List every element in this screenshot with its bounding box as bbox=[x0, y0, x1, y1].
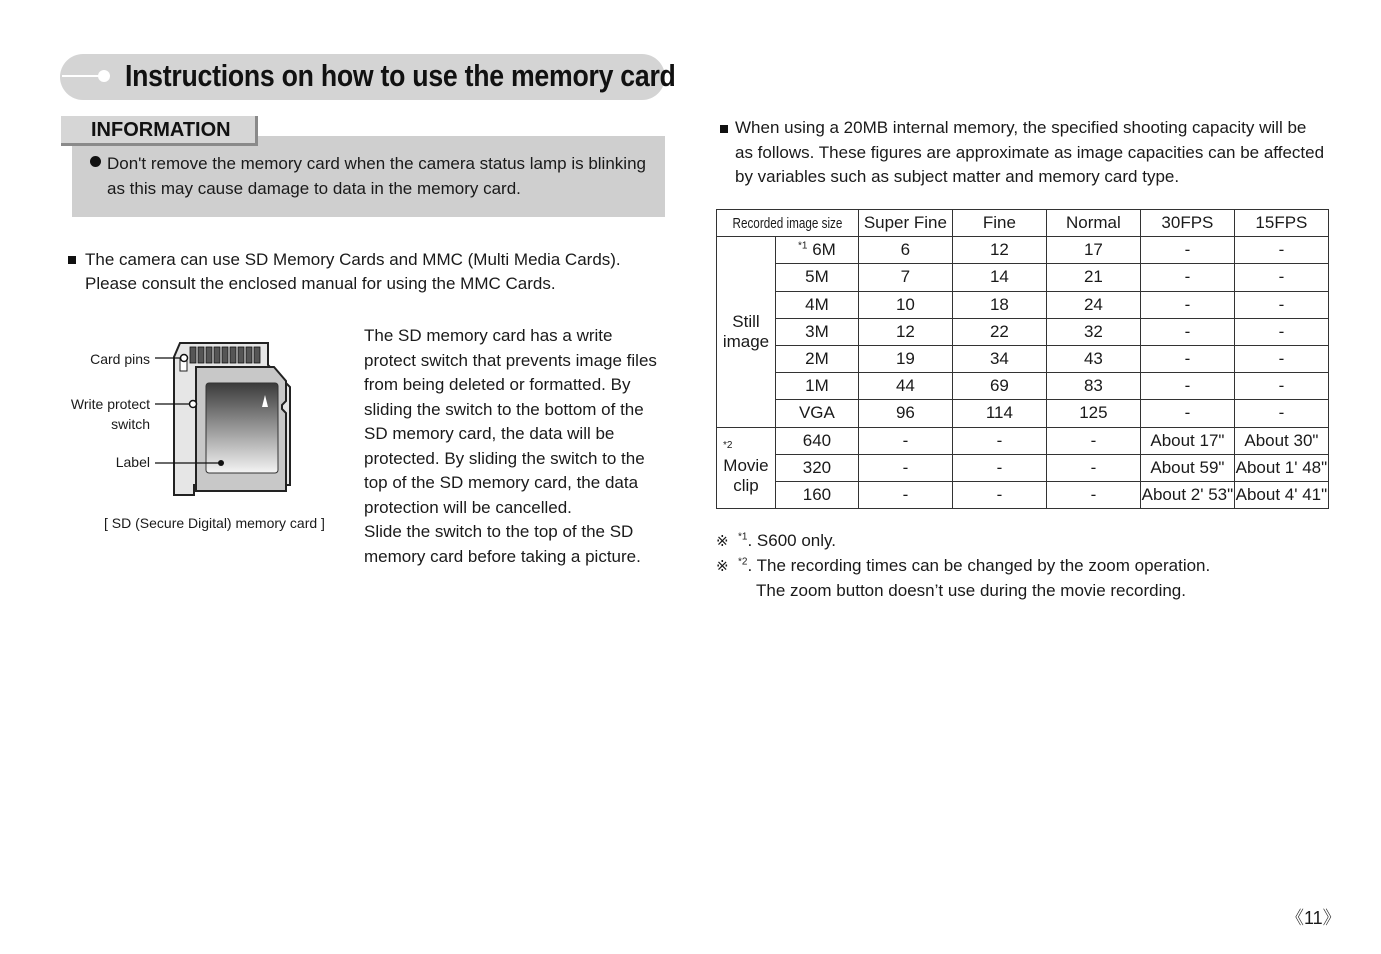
note-mark-icon: ※ bbox=[716, 533, 729, 550]
card-pins-icon bbox=[190, 347, 260, 363]
table-cell: 22 bbox=[952, 318, 1046, 345]
table-cell: - bbox=[1234, 237, 1328, 264]
table-header-cell: Fine bbox=[952, 210, 1046, 237]
table-cell: - bbox=[1234, 345, 1328, 372]
table-cell: - bbox=[1234, 291, 1328, 318]
card-pins-label: Card pins bbox=[90, 351, 150, 367]
table-cell: 83 bbox=[1046, 373, 1140, 400]
table-cell: About 2' 53" bbox=[1140, 481, 1234, 508]
table-cell: 320 bbox=[775, 454, 858, 481]
bullet-icon bbox=[90, 156, 101, 167]
table-cell: 43 bbox=[1046, 345, 1140, 372]
table-cell: 12 bbox=[858, 318, 952, 345]
table-header-cell: Recorded image size bbox=[717, 210, 859, 237]
table-cell: 10 bbox=[858, 291, 952, 318]
table-header-cell: 15FPS bbox=[1234, 210, 1328, 237]
table-cell: 12 bbox=[952, 237, 1046, 264]
table-cell: 32 bbox=[1046, 318, 1140, 345]
note-2: ※ $^{*2}$. The recording times can be changed by the zoom operation. bbox=[716, 556, 1211, 575]
table-row bbox=[717, 481, 1329, 508]
table-cell: - bbox=[1234, 400, 1328, 427]
table-cell: - bbox=[858, 427, 952, 454]
page-title: Instructions on how to use the memory card bbox=[125, 58, 676, 93]
table-header-cell: Super Fine bbox=[858, 210, 952, 237]
table-header-row bbox=[717, 210, 1329, 237]
table-cell: - bbox=[1234, 373, 1328, 400]
table-cell: About 59" bbox=[1140, 454, 1234, 481]
table-row bbox=[717, 373, 1329, 400]
card-description-text-2: Slide the switch to the top of the SD memory card before taking a picture. bbox=[364, 522, 641, 566]
table-cell: - bbox=[858, 454, 952, 481]
table-row bbox=[717, 454, 1329, 481]
write-protect-label bbox=[40, 394, 150, 434]
table-cell: - bbox=[1046, 481, 1140, 508]
table-cell: 96 bbox=[858, 400, 952, 427]
card-caption: [ SD (Secure Digital) memory card ] bbox=[104, 515, 325, 531]
table-cell: About 4' 41" bbox=[1234, 481, 1328, 508]
table-cell: About 1' 48" bbox=[1234, 454, 1328, 481]
table-cell: 114 bbox=[952, 400, 1046, 427]
sd-card-illustration bbox=[150, 335, 300, 500]
table-row bbox=[717, 291, 1329, 318]
table-header-cell: Normal bbox=[1046, 210, 1140, 237]
table-cell: 69 bbox=[952, 373, 1046, 400]
table-cell: 24 bbox=[1046, 291, 1140, 318]
table-row bbox=[717, 237, 1329, 264]
table-cell: - bbox=[1140, 264, 1234, 291]
table-row bbox=[717, 400, 1329, 427]
table-cell: - bbox=[1140, 400, 1234, 427]
table-cell: 7 bbox=[858, 264, 952, 291]
table-cell: - bbox=[1140, 373, 1234, 400]
table-cell: - bbox=[1140, 345, 1234, 372]
table-cell: - bbox=[1046, 427, 1140, 454]
table-cell: 4M bbox=[775, 291, 858, 318]
table-cell: 14 bbox=[952, 264, 1046, 291]
information-text: Don't remove the memory card when the camera status lamp is blinking as this may cause damage to data in the memory card. bbox=[107, 154, 646, 198]
table-cell: - bbox=[1046, 454, 1140, 481]
title-decoration-dot bbox=[98, 70, 110, 82]
table-cell: - bbox=[1140, 318, 1234, 345]
table-cell: 2M bbox=[775, 345, 858, 372]
card-description bbox=[364, 324, 664, 569]
card-description-text: The SD memory card has a write protect switch that prevents image files from being deleted or formatted. By sliding the switch to the bottom of the SD memory card, the data will be protected. By sliding the switch to the top of the SD memory card, the data protection will be cancelled. bbox=[364, 326, 657, 517]
table-row bbox=[717, 427, 1329, 454]
label-label: Label bbox=[115, 454, 150, 470]
table-cell: - bbox=[1140, 291, 1234, 318]
table-cell: - bbox=[952, 454, 1046, 481]
table-cell: 34 bbox=[952, 345, 1046, 372]
card-label-area bbox=[206, 383, 278, 473]
table-header-cell: 30FPS bbox=[1140, 210, 1234, 237]
table-cell: 640 bbox=[775, 427, 858, 454]
movie-clip-group-cell: $^{*2}$ Movie clip bbox=[717, 427, 776, 509]
table-cell: - bbox=[858, 481, 952, 508]
table-cell: 5M bbox=[775, 264, 858, 291]
still-image-group-cell: Still image bbox=[717, 237, 776, 427]
table-cell: $^{*1}$ 6M bbox=[775, 237, 858, 264]
write-protect-label-line1: Write protect bbox=[70, 396, 150, 412]
information-heading: INFORMATION bbox=[91, 119, 231, 141]
table-cell: VGA bbox=[775, 400, 858, 427]
page-number: 《11》 bbox=[1286, 908, 1341, 928]
table-cell: About 30" bbox=[1234, 427, 1328, 454]
square-bullet-icon bbox=[720, 125, 728, 133]
table-cell: - bbox=[1234, 318, 1328, 345]
table-cell: About 17" bbox=[1140, 427, 1234, 454]
table-cell: 17 bbox=[1046, 237, 1140, 264]
table-cell: - bbox=[1234, 264, 1328, 291]
table-cell: - bbox=[952, 427, 1046, 454]
table-cell: 18 bbox=[952, 291, 1046, 318]
table-cell: 125 bbox=[1046, 400, 1140, 427]
sd-support-text: The camera can use SD Memory Cards and MMC (Multi Media Cards). Please consult the enclosed manual for using the MMC Cards. bbox=[85, 250, 621, 293]
table-cell: 21 bbox=[1046, 264, 1140, 291]
internal-memory-text: When using a 20MB internal memory, the specified shooting capacity will be as follows. These figures are approximate as image capacities can be affected by variables such as subject matter and memory card type. bbox=[735, 118, 1325, 186]
table-cell: 44 bbox=[858, 373, 952, 400]
table-cell: - bbox=[952, 481, 1046, 508]
table-row bbox=[717, 345, 1329, 372]
table-row bbox=[717, 264, 1329, 291]
write-protect-label-line2: switch bbox=[111, 416, 150, 432]
table-cell: 19 bbox=[858, 345, 952, 372]
note-1: ※ $^{*1}$. S600 only. bbox=[716, 531, 837, 550]
table-cell: 3M bbox=[775, 318, 858, 345]
table-row bbox=[717, 318, 1329, 345]
note-2-continued: The zoom button doesn’t use during the movie recording. bbox=[756, 581, 1186, 600]
square-bullet-icon bbox=[68, 256, 76, 264]
table-cell: 1M bbox=[775, 373, 858, 400]
table-cell: 160 bbox=[775, 481, 858, 508]
table-cell: 6 bbox=[858, 237, 952, 264]
note-mark-icon: ※ bbox=[716, 558, 729, 575]
capacity-table bbox=[716, 209, 1329, 509]
table-cell: - bbox=[1140, 237, 1234, 264]
